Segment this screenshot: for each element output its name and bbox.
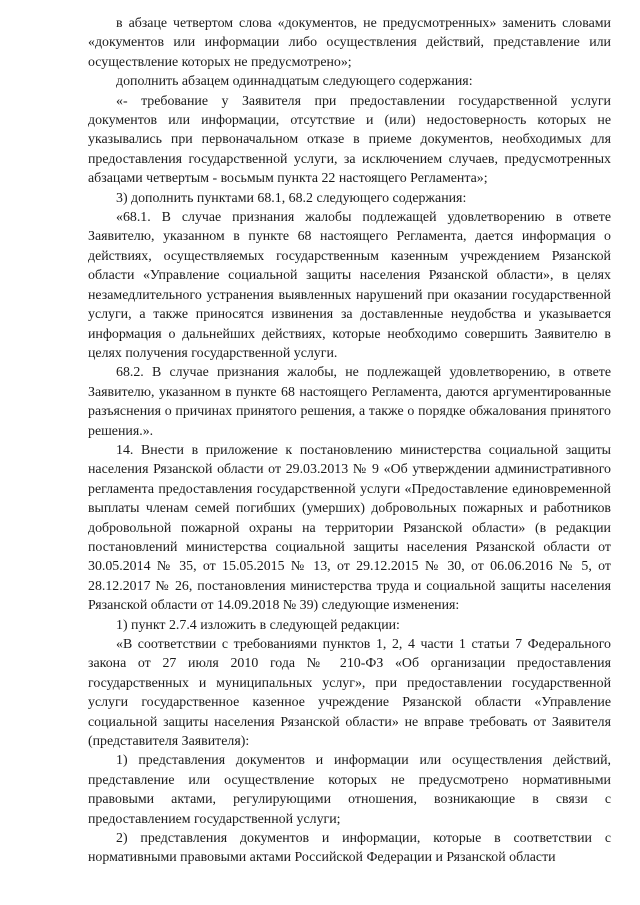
paragraph-add-eleventh: дополнить абзацем одиннадцатым следующего содержания: [116, 74, 473, 90]
paragraph-subitem-2: 2) представления документов и информации, которые в соответствии с нормативными правовыми актами Российской Федерации и Рязанской области [88, 831, 611, 866]
paragraph-replace-words: в абзаце четвертом слова «документов, не предусмотренных» заменить словами «документов или информации либо осуществления действий, представление или осуществление которых не предусмотрено»; [88, 16, 611, 70]
paragraph-point-2-7-4: 1) пункт 2.7.4 изложить в следующей редакции: [116, 617, 400, 633]
paragraph-requirement: «- требование у Заявителя при предоставлении государственной услуги документов или информации, отсутствие и (или) недостоверность которых не указывались при первоначальном отказе в приеме документов, необходимых для предоставления государственной услуги, за исключением случаев, предусмотренных абзацами четвертым - восьмым пункта 22 настоящего Регламента»; [88, 93, 611, 187]
document-page [88, 14, 611, 868]
paragraph-68-1: «68.1. В случае признания жалобы подлежащей удовлетворению в ответе Заявителю, указанном в пункте 68 настоящего Регламента, дается информация о действиях, осуществляемых государственным казенным учреждением Рязанской области «Управление социальной защиты населения Рязанской области», в целях незамедлительного устранения выявленных нарушений при оказании государственной услуги, а также приносятся извинения за доставленные неудобства и указывается информация о дальнейших действиях, которые необходимо совершить Заявителю в целях получения государственной услуги. [88, 210, 611, 361]
paragraph-68-2: 68.2. В случае признания жалобы, не подлежащей удовлетворению, в ответе Заявителю, указанном в пункте 68 настоящего Регламента, даются аргументированные разъяснения о причинах принятого решения, а также о порядке обжалования принятого решения.». [88, 365, 611, 439]
paragraph-item-3: 3) дополнить пунктами 68.1, 68.2 следующего содержания: [116, 190, 467, 206]
paragraph-federal-law: «В соответствии с требованиями пунктов 1, 2, 4 части 1 статьи 7 Федерального закона от 27 июля 2010 года № 210-ФЗ «Об организации предоставления государственных и муниципальных услуг», при предоставлении государственной услуги государственное казенное учреждение Рязанской области «Управление социальной защиты населения Рязанской области» не вправе требовать от Заявителя (представителя Заявителя): [88, 637, 611, 750]
paragraph-subitem-1: 1) представления документов и информации или осуществления действий, представление или осуществление которых не предусмотрено нормативными правовыми актами, регулирующими отношения, возникающие в связи с предоставлением государственной услуги; [88, 753, 611, 827]
paragraph-item-14: 14. Внести в приложение к постановлению министерства социальной защиты населения Рязанской области от 29.03.2013 № 9 «Об утверждении административного регламента предоставления государственной услуги «Предоставление единовременной выплаты членам семей погибших (умерших) добровольных пожарных и работников добровольной пожарной охраны на территории Рязанской области» (в редакции постановлений министерства социальной защиты населения Рязанской области от 30.05.2014 № 35, от 15.05.2015 № 13, от 29.12.2015 № 30, от 06.06.2016 № 5, от 28.12.2017 № 26, постановления министерства труда и социальной защиты населения Рязанской области от 14.09.2018 № 39) следующие изменения: [88, 442, 611, 614]
